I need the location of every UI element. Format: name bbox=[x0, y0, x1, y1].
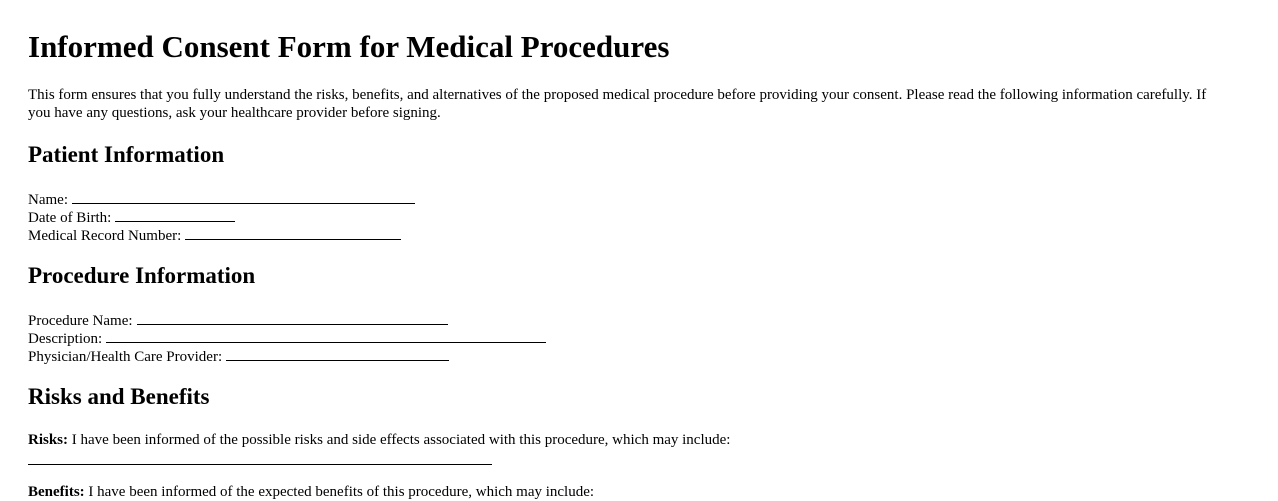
procedure-name-label: Procedure Name: bbox=[28, 313, 133, 329]
description-label: Description: bbox=[28, 331, 103, 347]
date-of-birth-label: Date of Birth: bbox=[28, 210, 112, 226]
description-blank[interactable] bbox=[106, 328, 546, 343]
risks-paragraph bbox=[28, 431, 730, 449]
procedure-information-heading: Procedure Information bbox=[28, 263, 256, 288]
risks-and-benefits-heading: Risks and Benefits bbox=[28, 384, 210, 409]
patient-information-heading: Patient Information bbox=[28, 142, 225, 167]
procedure-name-blank[interactable] bbox=[137, 310, 448, 325]
risks-text: I have been informed of the possible risks and side effects associated with this procedure, which may include: bbox=[68, 432, 731, 448]
physician-field bbox=[28, 346, 449, 364]
physician-label: Physician/Health Care Provider: bbox=[28, 349, 223, 365]
risks-blank[interactable] bbox=[28, 464, 492, 465]
medical-record-number-label: Medical Record Number: bbox=[28, 228, 182, 244]
description-field bbox=[28, 328, 546, 346]
page-title: Informed Consent Form for Medical Procedures bbox=[28, 29, 670, 64]
risks-label: Risks: bbox=[28, 432, 69, 448]
medical-record-number-blank[interactable] bbox=[185, 225, 401, 240]
medical-record-number-field bbox=[28, 225, 401, 243]
intro-paragraph: This form ensures that you fully understand the risks, benefits, and alternatives of the proposed medical procedure before providing your consent. Please read the following information carefully. If you have any questions, ask your healthcare provider before signing. bbox=[28, 87, 1207, 121]
benefits-paragraph bbox=[28, 483, 594, 501]
patient-name-blank[interactable] bbox=[72, 189, 415, 204]
benefits-label: Benefits: bbox=[28, 484, 85, 500]
physician-blank[interactable] bbox=[226, 346, 449, 361]
date-of-birth-field bbox=[28, 207, 235, 225]
date-of-birth-blank[interactable] bbox=[115, 207, 235, 222]
patient-name-label: Name: bbox=[28, 192, 68, 208]
benefits-text: I have been informed of the expected benefits of this procedure, which may include: bbox=[84, 484, 595, 500]
procedure-name-field bbox=[28, 310, 448, 328]
patient-name-field bbox=[28, 189, 415, 207]
